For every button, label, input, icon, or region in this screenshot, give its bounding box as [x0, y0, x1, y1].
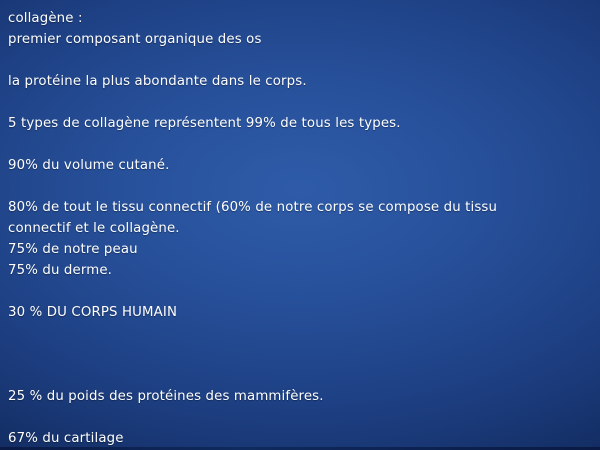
text-line: 90% du volume cutané. — [8, 158, 170, 173]
text-line: 75% du derme. — [8, 263, 113, 278]
text-line: 25 % du poids des protéines des mammifères. — [8, 389, 324, 404]
text-line: 5 types de collagène représentent 99% de tous les types. — [8, 116, 401, 131]
text-line-blank — [8, 407, 592, 428]
text-line: 30 % DU CORPS HUMAIN — [8, 305, 178, 320]
text-line-blank — [8, 344, 592, 365]
text-line: la protéine la plus abondante dans le corps. — [8, 74, 307, 89]
text-line-blank — [8, 50, 592, 71]
text-line-blank — [8, 134, 592, 155]
text-line: 80% de tout le tissu connectif (60% de notre corps se compose du tissu — [8, 200, 498, 215]
text-line-blank — [8, 323, 592, 344]
text-line-blank — [8, 365, 592, 386]
text-line-blank — [8, 176, 592, 197]
text-line: collagène : — [8, 11, 83, 26]
text-line-blank — [8, 92, 592, 113]
text-line: connectif et le collagène. — [8, 221, 180, 236]
text-line: premier composant organique des os — [8, 32, 262, 47]
text-line-blank — [8, 281, 592, 302]
slide-body-text — [8, 8, 592, 449]
text-line: 67% du cartilage — [8, 431, 124, 446]
text-line: 75% de notre peau — [8, 242, 138, 257]
